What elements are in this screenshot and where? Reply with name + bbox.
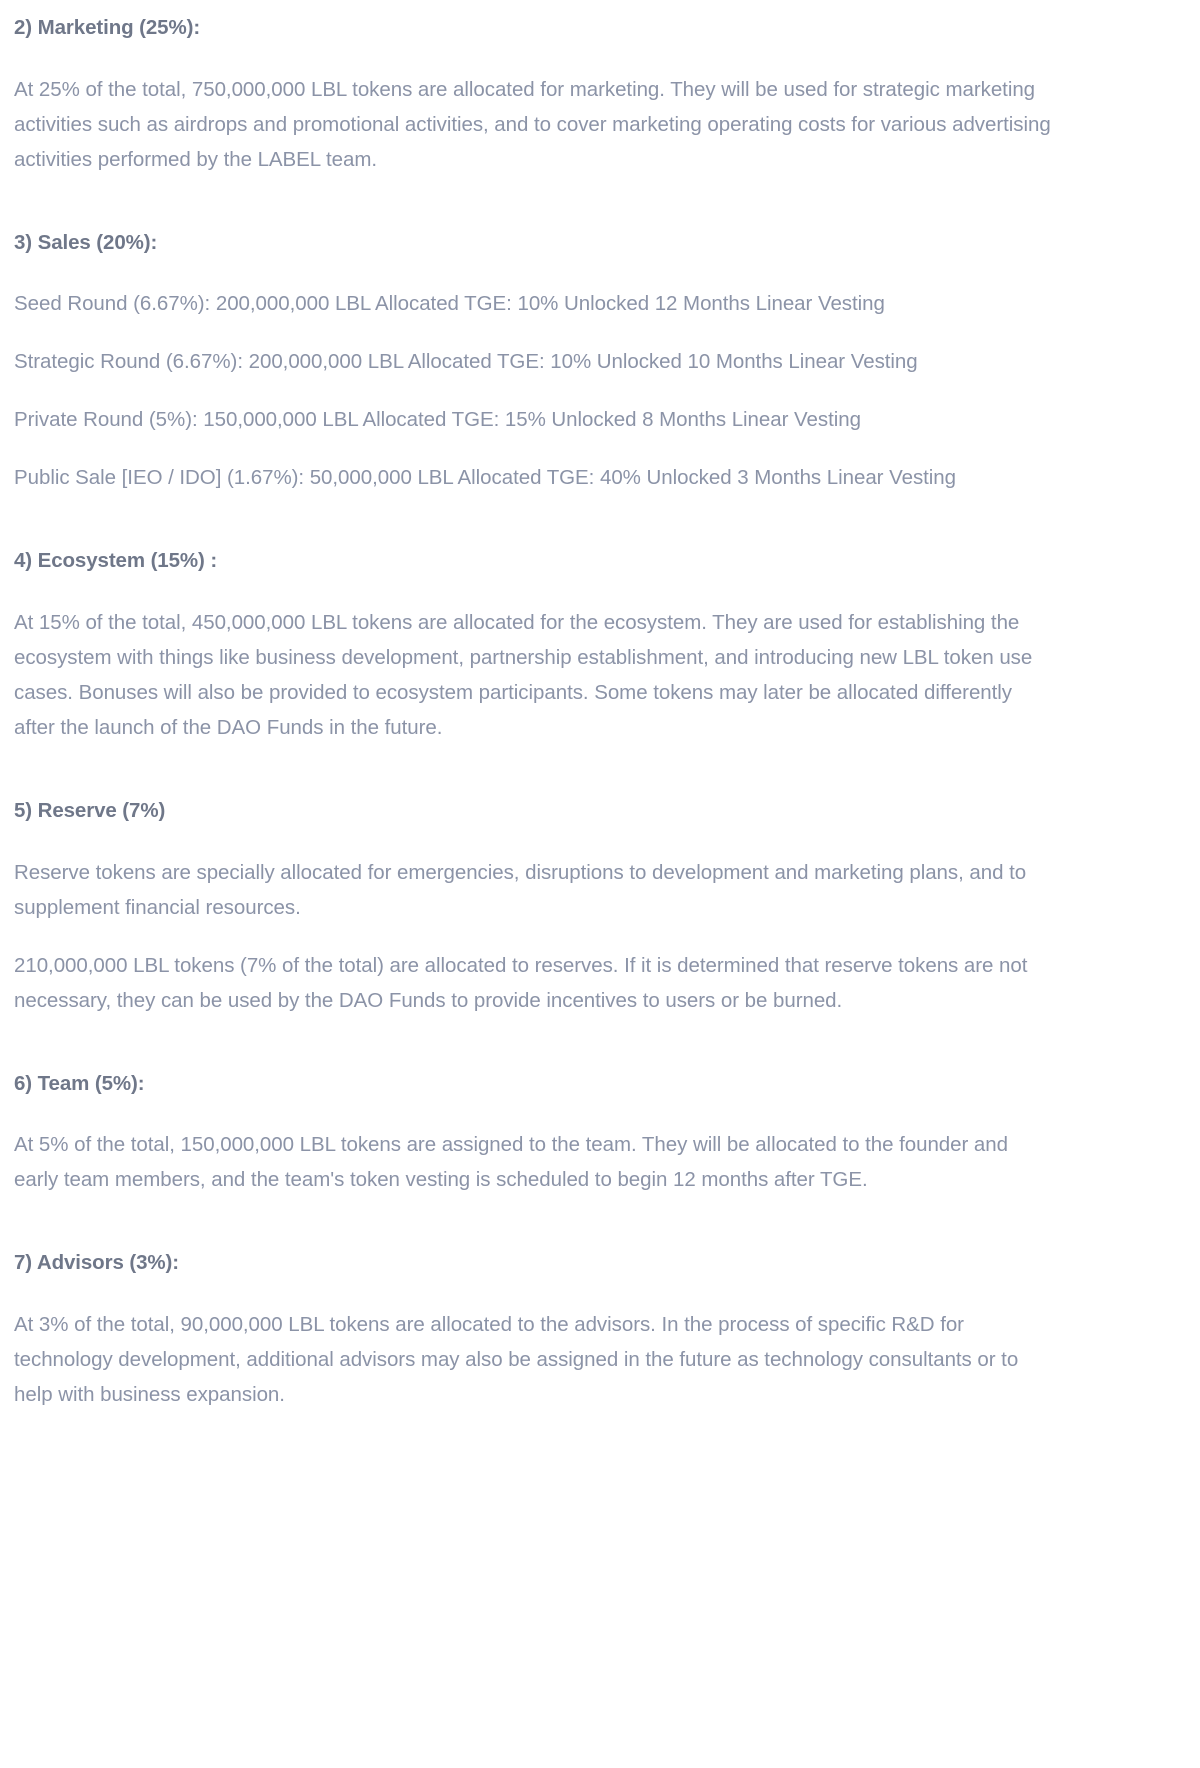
section-advisors (14, 1249, 1052, 1412)
paragraph: Public Sale [IEO / IDO] (1.67%): 50,000,000 LBL Allocated TGE: 40% Unlocked 3 Months Linear Vesting (14, 466, 957, 490)
paragraph: Reserve tokens are specially allocated for emergencies, disruptions to development and marketing plans, and to supplement financial resources. (14, 860, 1027, 919)
paragraph: Private Round (5%): 150,000,000 LBL Allocated TGE: 15% Unlocked 8 Months Linear Vesting (14, 408, 861, 432)
paragraph: At 3% of the total, 90,000,000 LBL tokens are allocated to the advisors. In the process of specific R&D for technology development, additional advisors may also be assigned in the future as technology consultants or to help with business expansion. (14, 1313, 1019, 1407)
section-heading: 7) Advisors (3%): (14, 1251, 179, 1275)
section-heading: 3) Sales (20%): (14, 230, 158, 254)
paragraph: At 5% of the total, 150,000,000 LBL tokens are assigned to the team. They will be allocated to the founder and early team members, and the team's token vesting is scheduled to begin 12 months after TGE. (14, 1133, 1008, 1192)
section-reserve (14, 797, 1052, 1018)
section-heading: 6) Team (5%): (14, 1071, 145, 1095)
section-heading: 4) Ecosystem (15%) : (14, 549, 218, 573)
paragraph: At 25% of the total, 750,000,000 LBL tokens are allocated for marketing. They will be used for strategic marketing activities such as airdrops and promotional activities, and to cover marketing operating costs for various advertising activities performed by the LABEL team. (14, 77, 1051, 171)
paragraph: Strategic Round (6.67%): 200,000,000 LBL Allocated TGE: 10% Unlocked 10 Months Linear Vesting (14, 350, 918, 374)
section-ecosystem (14, 547, 1052, 745)
paragraph: At 15% of the total, 450,000,000 LBL tokens are allocated for the ecosystem. They are used for establishing the ecosystem with things like business development, partnership establishment, and introducing new LBL token use cases. Bonuses will also be provided to ecosystem participants. Some tokens may later be allocated differently after the launch of the DAO Funds in the future. (14, 611, 1033, 740)
section-heading: 5) Reserve (7%) (14, 799, 166, 823)
section-sales (14, 229, 1052, 496)
section-marketing (14, 14, 1052, 177)
paragraph: Seed Round (6.67%): 200,000,000 LBL Allocated TGE: 10% Unlocked 12 Months Linear Vesting (14, 292, 885, 316)
paragraph: 210,000,000 LBL tokens (7% of the total) are allocated to reserves. If it is determined that reserve tokens are not necessary, they can be used by the DAO Funds to provide incentives to users or be burned. (14, 953, 1028, 1012)
section-team (14, 1070, 1052, 1198)
section-heading: 2) Marketing (25%): (14, 16, 201, 39)
